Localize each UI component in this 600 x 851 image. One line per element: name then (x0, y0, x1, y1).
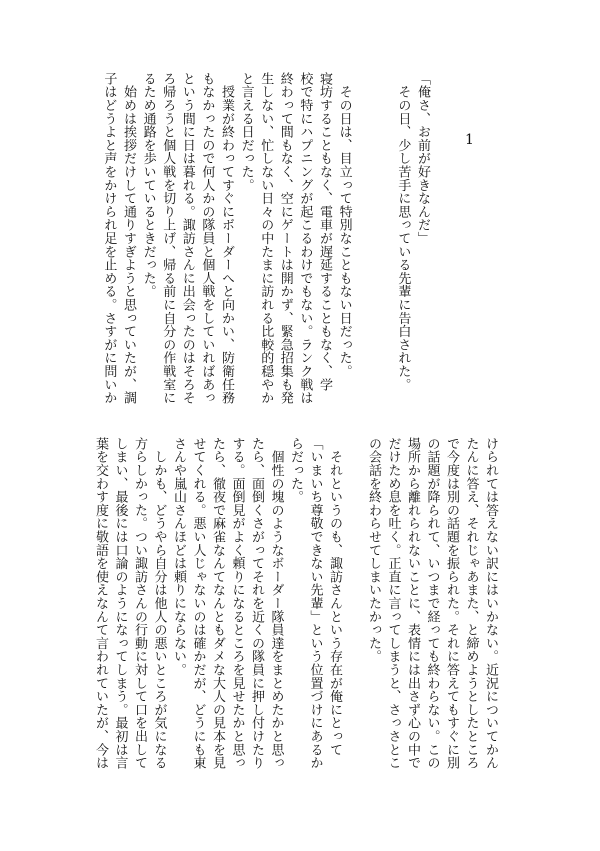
text-column: で今度は別の話題を振られた。それに答えてもすぐに別 (444, 437, 459, 770)
text-column: 葉を交わす度に敬語を使えなんて言われていたが、今は (93, 437, 108, 770)
text-column: らだった。 (288, 437, 303, 504)
text-column: その日、少し苦手に思っている先輩に告白された。 (395, 72, 411, 392)
text-column: ろ帰ろうと個人戦を切り上げ、帰る前に自分の作戦室に (160, 72, 176, 405)
text-column: 生しない、忙しない日々の中たまに訪れる比較的穏やか (258, 72, 274, 405)
chapter-number: 1 (465, 132, 474, 148)
text-column: けられては答えない訳にはいかない。近況についてかん (483, 437, 498, 770)
text-column: 個性の塊のようなボーダー隊員達をまとめたかと思っ (268, 437, 284, 770)
text-column: それというのも、諏訪さんという存在が俺にとって (327, 437, 342, 757)
text-column: 場所から離れられないことに、表情には出さず心の中で (405, 437, 420, 770)
text-column: の話題が降られて、いつまで経っても終わらない。この (424, 437, 440, 770)
text-column: 終わって間もなく、空にゲートは開かず、緊急招集も発 (277, 72, 293, 405)
text-column: るため通路を歩いているときだった。 (140, 72, 156, 299)
text-column: だけため息を吐く。正直に言ってしまうと、さっさとこ (385, 437, 401, 770)
text-column: と言える日だった。 (238, 72, 254, 192)
text-column: 始めは挨拶だけして通りすぎようと思っていたが、調 (121, 72, 136, 405)
text-column: 校で特にハプニングが起こるわけでもない。ランク戦は (297, 72, 313, 405)
text-column: もなかったので何人かの隊員と個人戦をしていればあっ (199, 72, 215, 405)
text-column: せてくれる。悪い人じゃないのは確かだが、どうにも東 (190, 437, 206, 770)
text-column: その日は、目立って特別なこともない日だった。 (336, 72, 352, 378)
text-column: 方らしかった。つい諏訪さんの行動に対して口を出して (132, 437, 147, 770)
text-column: 授業が終わってすぐにボーダーへと向かい、防衛任務 (219, 72, 234, 405)
text-column: 「いまいち尊敬できない先輩」という位置づけにあるか (307, 437, 323, 770)
text-column: しかも、どうやら自分は他人の悪いところが気になる (151, 437, 167, 770)
text-column: 「俺さ、お前が好きなんだ」 (415, 72, 430, 245)
text-column: する。面倒見がよく頼りになるところを見せたかと思っ (229, 437, 245, 770)
text-column: しまい、最後には口論のようになってしまう。最初は言 (112, 437, 128, 770)
text-column: の会話を終わらせてしまいたかった。 (366, 437, 381, 664)
text-column: 寝坊することもなく、電車が遅延することもなく、学 (317, 72, 332, 392)
text-column: たんに答え、それじゃあまた、と締めようとしたところ (463, 437, 479, 770)
text-column: さんや嵐山さんほどは頼りにならない。 (171, 437, 186, 677)
text-column: たら、面倒くさがってそれを近くの隊員に押し付けたり (249, 437, 264, 770)
text-column: たら、徹夜で麻雀なんてなんともダメな大人の見本を見 (210, 437, 225, 770)
text-column: という間に日は暮れる。諏訪さんに出会ったのはそろそ (179, 72, 195, 405)
text-column: 子はどうよと声をかけられ足を止める。さすがに問いか (101, 72, 117, 405)
